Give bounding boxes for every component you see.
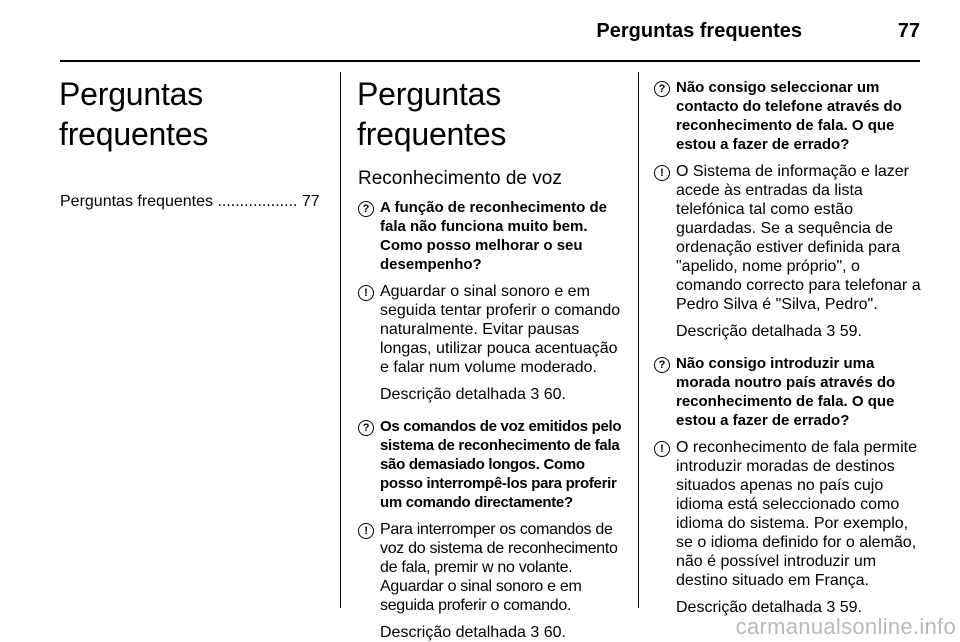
exclamation-icon: !	[654, 162, 670, 181]
main-column	[358, 72, 626, 642]
question-4: ? Não consigo introduzir uma morada noutro país através do reconhecimento de fala. O que estou a fazer de errado?	[654, 354, 924, 430]
answer-2: ! Para interromper os comandos de voz do sistema de reconhecimento de fala, premir w no volante. Aguardar o sinal sonoro e em seguida proferir o comando.	[358, 520, 626, 615]
column-divider-1	[340, 72, 341, 608]
question-icon: ?	[358, 417, 374, 436]
question-icon: ?	[654, 354, 670, 373]
answer-3: ! O Sistema de informação e lazer acede às entradas da lista telefónica tal como estão guardadas. Se a sequência de ordenação estiver definida para "apelido, nome próprio", o comando correcto para telefonar a Pedro Silva é "Silva, Pedro".	[654, 162, 924, 314]
question-icon: ?	[358, 198, 374, 217]
reference-1: Descrição detalhada 3 60.	[380, 386, 566, 403]
page-reference-arrow-icon: 3	[530, 386, 540, 403]
question-icon: ?	[654, 78, 670, 97]
reference-4: Descrição detalhada 3 59.	[676, 599, 862, 616]
voice-control-icon: w	[481, 559, 494, 576]
toc-entry-link[interactable]: Perguntas frequentes .................. 77	[60, 193, 320, 210]
chapter-toc	[60, 72, 335, 212]
header-rule	[60, 60, 920, 62]
running-title: Perguntas frequentes	[596, 20, 802, 42]
exclamation-icon: !	[358, 282, 374, 301]
answer-1: ! Aguardar o sinal sonoro e em seguida tentar proferir o comando naturalmente. Evitar pausas longas, utilizar pouca acentuação e falar num volume moderado.	[358, 282, 626, 377]
column-divider-2	[638, 72, 639, 608]
reference-page-link[interactable]: 59.	[839, 599, 862, 616]
page-reference-arrow-icon: 3	[826, 599, 836, 616]
question-3: ? Não consigo seleccionar um contacto do telefone através do reconhecimento de fala. O que estou a fazer de errado?	[654, 78, 924, 154]
page-reference-arrow-icon: 3	[826, 323, 836, 340]
site-watermark: carmanualsonline.info	[735, 614, 956, 639]
answer-4: ! O reconhecimento de fala permite introduzir moradas de destinos situados apenas no país cujo idioma está seleccionado como idioma do sistema. Por exemplo, se o idioma definido for o alemão, não é possível introduzir um destino situado em França.	[654, 438, 924, 590]
question-2: ? Os comandos de voz emitidos pelo sistema de reconhecimento de fala são demasiado longos. Como posso interrompê-los para proferir um comando directamente?	[358, 417, 626, 512]
watermark-band	[0, 614, 960, 642]
reference-page-link[interactable]: 59.	[839, 323, 862, 340]
reference-page-link[interactable]: 60.	[543, 624, 566, 641]
reference-2: Descrição detalhada 3 60.	[380, 624, 566, 641]
subsection-heading: Reconhecimento de voz	[358, 168, 562, 189]
page-reference-arrow-icon: 3	[530, 624, 540, 641]
reference-page-link[interactable]: 60.	[543, 386, 566, 403]
right-column	[654, 78, 924, 617]
chapter-title: Perguntas frequentes	[59, 76, 209, 152]
exclamation-icon: !	[654, 438, 670, 457]
page-number: 77	[897, 20, 920, 42]
section-heading: Perguntas frequentes	[357, 76, 507, 152]
question-1: ? A função de reconhecimento de fala não funciona muito bem. Como posso melhorar o seu desempenho?	[358, 198, 626, 274]
reference-3: Descrição detalhada 3 59.	[676, 323, 862, 340]
exclamation-icon: !	[358, 520, 374, 539]
